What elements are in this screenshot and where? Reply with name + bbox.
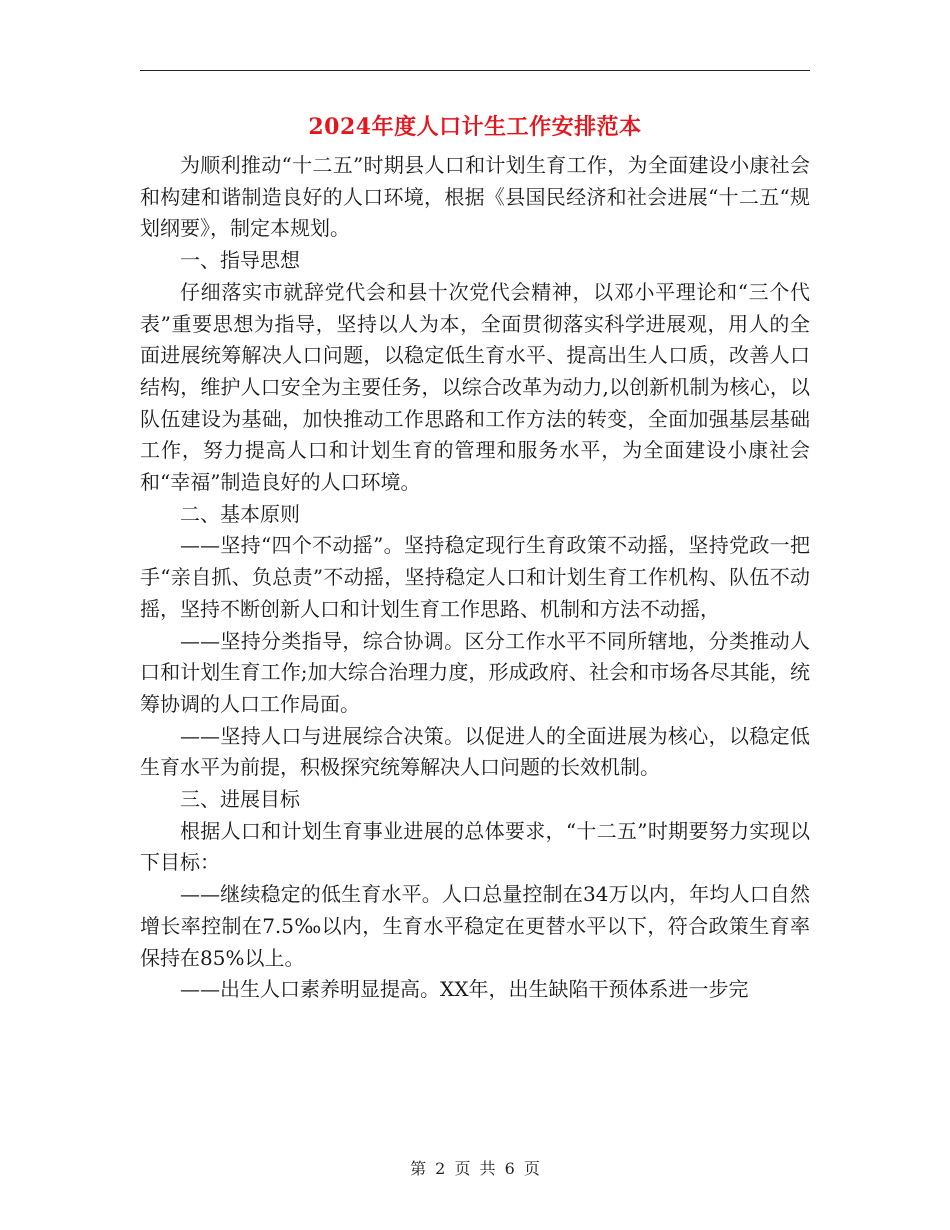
paragraph-principle-3: ——坚持人口与进展综合决策。以促进人的全面进展为核心，以稳定低生育水平为前提，积极探究统筹解决人口问题的长效机制。 bbox=[140, 723, 810, 780]
paragraph-principle-1: ——坚持“四个不动摇”。坚持稳定现行生育政策不动摇，坚持党政一把手“亲自抓、负总责”不动摇，坚持稳定人口和计划生育工作机构、队伍不动摇，坚持不断创新人口和计划生育工作思路、机制和方法不动摇， bbox=[140, 533, 810, 621]
paragraph-goals-intro: 根据人口和计划生育事业进展的总体要求，“十二五”时期要努力实现以下目标： bbox=[140, 818, 810, 875]
paragraph-intro: 为顺利推动“十二五”时期县人口和计划生育工作，为全面建设小康社会和构建和谐制造良好的人口环境，根据《县国民经济和社会进展“十二五“规划纲要》，制定本规划。 bbox=[140, 153, 810, 241]
paragraph-goal-1: ——继续稳定的低生育水平。人口总量控制在34万以内，年均人口自然增长率控制在7.5‰以内，生育水平稳定在更替水平以下，符合政策生育率保持在85%以上。 bbox=[140, 882, 810, 970]
page-number-footer: 第 2 页 共 6 页 bbox=[410, 1159, 540, 1178]
paragraph-goal-2: ——出生人口素养明显提高。XX年，出生缺陷干预体系进一步完 bbox=[180, 977, 749, 1002]
header-rule bbox=[140, 70, 810, 71]
heading-basic-principles: 二、基本原则 bbox=[180, 501, 300, 526]
paragraph-guiding-ideology: 仔细落实市就辞党代会和县十次党代会精神，以邓小平理论和“三个代表”重要思想为指导，坚持以人为本，全面贯彻落实科学进展观，用人的全面进展统筹解决人口问题，以稳定低生育水平、提高出生人口质，改善人口结构，维护人口安全为主要任务，以综合改革为动力,以创新机制为核心，以队伍建设为基础，加快推动工作思路和工作方法的转变，全面加强基层基础工作，努力提高人口和计划生育的管理和服务水平，为全面建设小康社会和“幸福”制造良好的人口环境。 bbox=[140, 279, 810, 495]
document-body bbox=[140, 150, 810, 1006]
document-title: 2024年度人口计生工作安排范本 bbox=[308, 114, 642, 140]
heading-development-goals: 三、进展目标 bbox=[180, 787, 300, 812]
heading-guiding-ideology: 一、指导思想 bbox=[180, 248, 300, 273]
paragraph-principle-2: ——坚持分类指导，综合协调。区分工作水平不同所辖地，分类推动人口和计划生育工作;加大综合治理力度，形成政府、社会和市场各尽其能，统筹协调的人口工作局面。 bbox=[140, 628, 810, 716]
